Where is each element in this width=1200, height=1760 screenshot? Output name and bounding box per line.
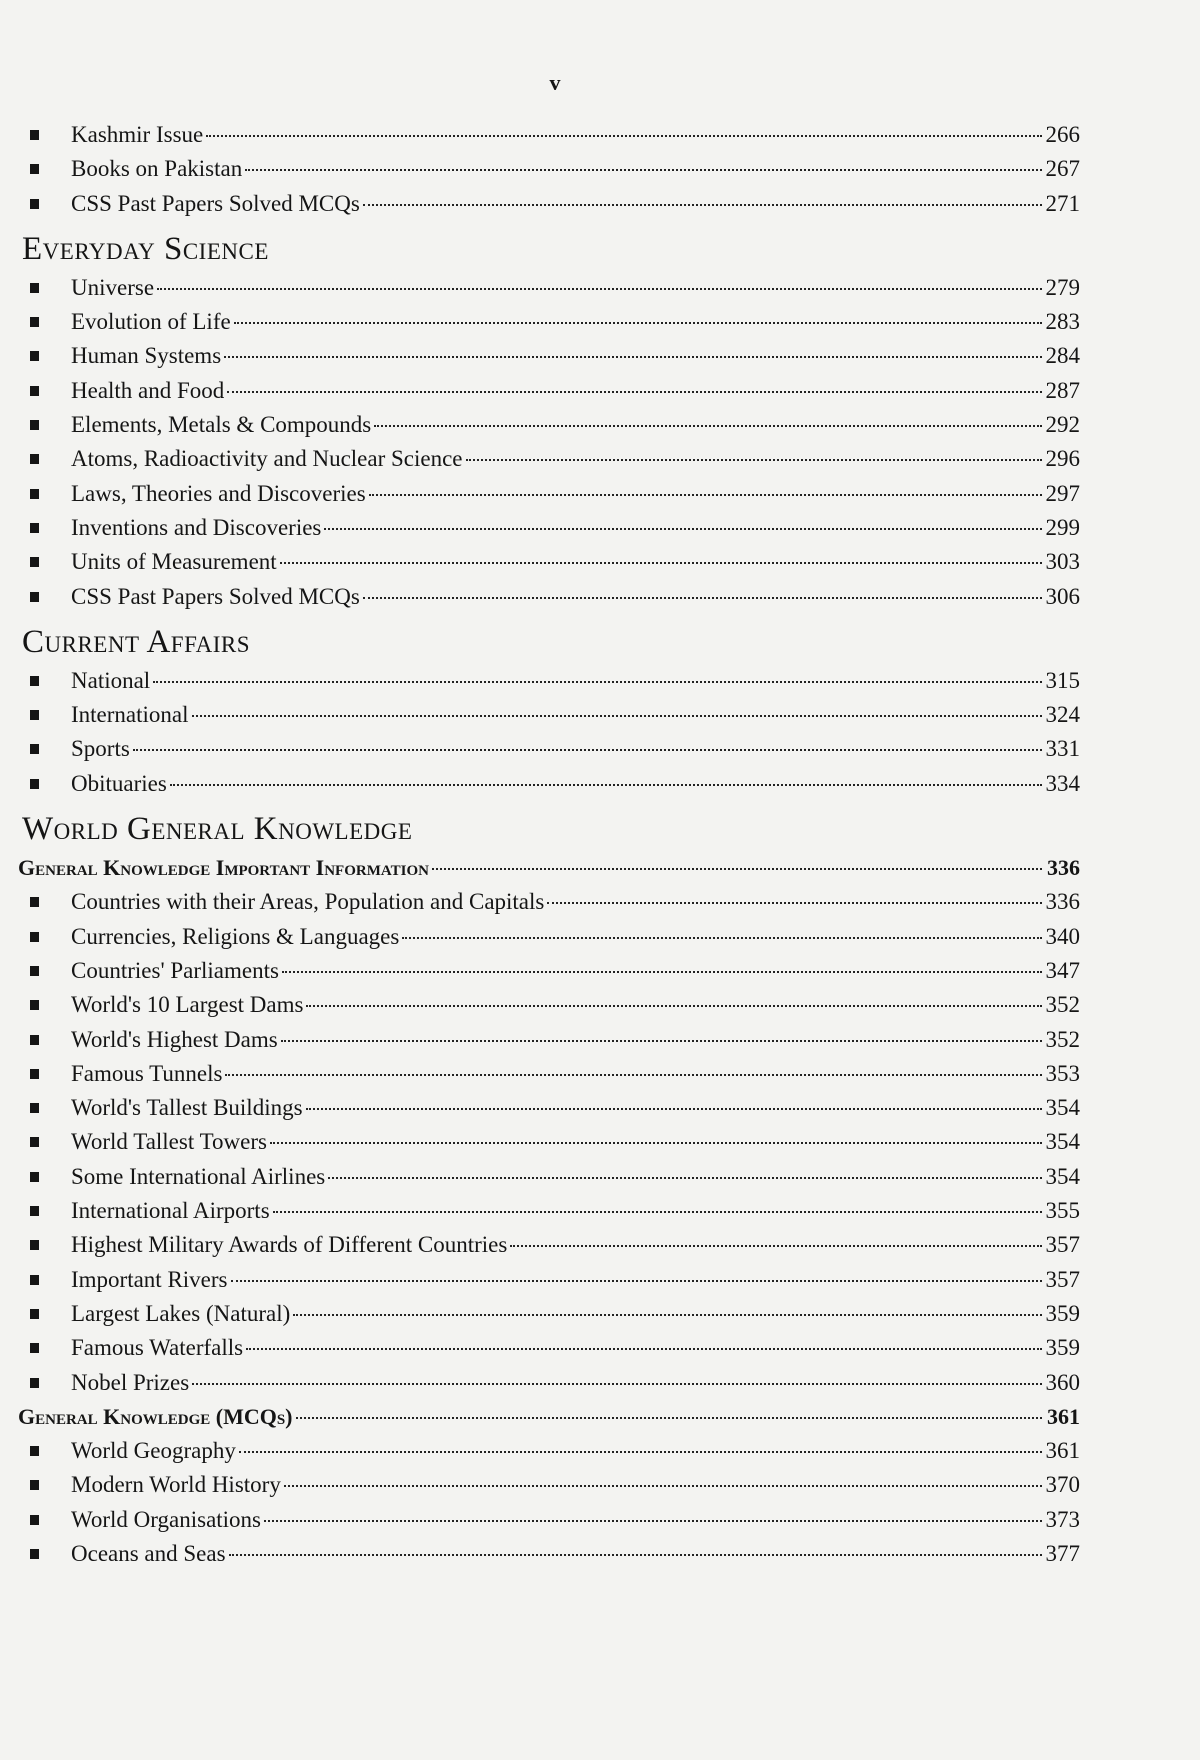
section-heading: Current Affairs [22,623,251,660]
square-bullet-icon [30,199,39,209]
dot-leader [280,561,1042,564]
dot-leader [328,1176,1042,1179]
dot-leader [133,748,1042,751]
dot-leader [224,355,1042,358]
entry-title: Evolution of Life [71,309,231,335]
toc-entry[interactable] [18,1297,1080,1331]
section-heading: World General Knowledge [22,811,413,848]
dot-leader [363,203,1042,206]
toc-entry[interactable] [18,1537,1080,1571]
entry-page-number: 360 [1045,1369,1080,1395]
entry-page-number: 354 [1045,1129,1080,1155]
toc-entry[interactable] [18,511,1080,545]
dot-leader [231,1279,1043,1282]
toc-entry[interactable] [18,1194,1080,1228]
subsection-entry[interactable] [18,1400,1080,1434]
entry-page-number: 377 [1045,1540,1080,1566]
subsection-entry[interactable] [18,851,1080,885]
square-bullet-icon [30,966,39,976]
entry-page-number: 357 [1045,1266,1080,1292]
entry-page-number: 355 [1045,1198,1080,1224]
toc-entry[interactable] [18,545,1080,579]
entry-page-number: 370 [1045,1472,1080,1498]
dot-leader [206,134,1042,137]
toc-entry[interactable] [18,1228,1080,1262]
entry-title: Laws, Theories and Discoveries [71,480,366,506]
toc-entry[interactable] [18,339,1080,373]
toc-entry[interactable] [18,1366,1080,1400]
toc-entry[interactable] [18,1503,1080,1537]
toc-entry[interactable] [18,1091,1080,1125]
entry-page-number: 279 [1045,274,1080,300]
dot-leader [402,936,1042,939]
entry-title: Famous Waterfalls [71,1335,244,1361]
square-bullet-icon [30,1275,39,1285]
square-bullet-icon [30,557,39,567]
square-bullet-icon [30,1103,39,1113]
entry-title: World Geography [71,1438,236,1464]
toc-entry[interactable] [18,1468,1080,1502]
entry-title: General Knowledge (MCQs) [18,1403,293,1429]
entry-title: CSS Past Papers Solved MCQs [71,190,360,216]
entry-page-number: 331 [1045,736,1080,762]
dot-leader [369,493,1042,496]
square-bullet-icon [30,317,39,327]
entry-page-number: 287 [1045,377,1080,403]
entry-page-number: 347 [1045,957,1080,983]
dot-leader [270,1141,1042,1144]
entry-page-number: 352 [1045,992,1080,1018]
entry-title: International Airports [71,1198,270,1224]
square-bullet-icon [30,592,39,602]
dot-leader [293,1313,1042,1316]
toc-entry[interactable] [18,698,1080,732]
entry-page-number: 267 [1045,156,1080,182]
entry-page-number: 296 [1045,446,1080,472]
square-bullet-icon [30,1378,39,1388]
entry-title: Books on Pakistan [71,156,243,182]
toc-entry[interactable] [18,408,1080,442]
entry-page-number: 283 [1045,309,1080,335]
toc-entry[interactable] [18,305,1080,339]
toc-entry[interactable] [18,374,1080,408]
entry-title: Famous Tunnels [71,1060,223,1086]
dot-leader [296,1416,1042,1419]
entry-page-number: 271 [1045,190,1080,216]
dot-leader [466,458,1042,461]
entry-title: Human Systems [71,343,222,369]
square-bullet-icon [30,1000,39,1010]
dot-leader [282,970,1042,973]
toc-entry[interactable] [18,732,1080,766]
square-bullet-icon [30,523,39,533]
entry-page-number: 299 [1045,514,1080,540]
square-bullet-icon [30,130,39,140]
square-bullet-icon [30,420,39,430]
entry-page-number: 357 [1045,1232,1080,1258]
entry-title: Inventions and Discoveries [71,514,322,540]
square-bullet-icon [30,1515,39,1525]
square-bullet-icon [30,351,39,361]
square-bullet-icon [30,744,39,754]
entry-title: Universe [71,274,155,300]
square-bullet-icon [30,1480,39,1490]
entry-page-number: 284 [1045,343,1080,369]
entry-page-number: 361 [1047,1403,1080,1429]
dot-leader [306,1107,1042,1110]
dot-leader [306,1004,1042,1007]
toc-entry[interactable] [18,1125,1080,1159]
entry-title: World's Tallest Buildings [71,1095,303,1121]
dot-leader [284,1484,1042,1487]
entry-title: Important Rivers [71,1266,228,1292]
square-bullet-icon [30,1206,39,1216]
square-bullet-icon [30,710,39,720]
entry-title: Currencies, Religions & Languages [71,923,400,949]
entry-title: National [71,667,151,693]
toc-entry[interactable] [18,1057,1080,1091]
entry-page-number: 266 [1045,122,1080,147]
dot-leader [157,287,1042,290]
entry-page-number: 292 [1045,412,1080,438]
square-bullet-icon [30,676,39,686]
dot-leader [264,1519,1042,1522]
entry-title: World Tallest Towers [71,1129,267,1155]
dot-leader [192,714,1042,717]
entry-page-number: 303 [1045,549,1080,575]
toc-entry[interactable] [18,1331,1080,1365]
square-bullet-icon [30,164,39,174]
entry-title: General Knowledge Important Information [18,855,429,881]
dot-leader [234,321,1042,324]
entry-title: World Organisations [71,1506,262,1532]
square-bullet-icon [30,1137,39,1147]
entry-title: Modern World History [71,1472,281,1498]
toc-entry[interactable] [18,954,1080,988]
toc-entry[interactable] [18,1023,1080,1057]
entry-title: Sports [71,736,130,762]
entry-title: Kashmir Issue [71,122,204,147]
toc-entry[interactable] [18,1434,1080,1468]
entry-page-number: 324 [1045,702,1080,728]
toc-entry[interactable] [18,988,1080,1022]
toc-entry[interactable] [18,477,1080,511]
dot-leader [227,390,1042,393]
entry-title: Elements, Metals & Compounds [71,412,372,438]
entry-page-number: 336 [1047,855,1080,881]
dot-leader [324,527,1042,530]
entry-title: Atoms, Radioactivity and Nuclear Science [71,446,463,472]
toc-entry[interactable] [18,885,1080,919]
entry-title: Largest Lakes (Natural) [71,1300,291,1326]
toc-entry[interactable] [18,1263,1080,1297]
dot-leader [374,424,1042,427]
entry-title: Countries with their Areas, Population and Capitals [71,889,545,915]
entry-page-number: 373 [1045,1506,1080,1532]
square-bullet-icon [30,1035,39,1045]
entry-title: Health and Food [71,377,225,403]
entry-page-number: 336 [1045,889,1080,915]
square-bullet-icon [30,1172,39,1182]
dot-leader [170,783,1042,786]
dot-leader [281,1039,1042,1042]
toc-entry[interactable] [18,664,1080,698]
square-bullet-icon [30,489,39,499]
toc-entry[interactable] [18,767,1080,801]
entry-title: Units of Measurement [71,549,277,575]
table-of-contents [18,118,1080,1571]
toc-entry[interactable] [18,920,1080,954]
section-heading: Everyday Science [22,230,269,267]
dot-leader [432,867,1042,870]
square-bullet-icon [30,897,39,907]
entry-page-number: 353 [1045,1060,1080,1086]
dot-leader [192,1382,1042,1385]
toc-entry[interactable] [18,152,1080,186]
entry-title: Oceans and Seas [71,1540,226,1566]
toc-entry[interactable] [18,118,1080,152]
toc-entry[interactable] [18,442,1080,476]
dot-leader [239,1450,1042,1453]
entry-page-number: 352 [1045,1026,1080,1052]
square-bullet-icon [30,1309,39,1319]
dot-leader [246,1347,1042,1350]
toc-entry[interactable] [18,271,1080,305]
toc-entry[interactable] [18,580,1080,614]
entry-title: Nobel Prizes [71,1369,190,1395]
square-bullet-icon [30,779,39,789]
dot-leader [273,1210,1042,1213]
dot-leader [245,168,1042,171]
page-number-marker: v [549,70,561,95]
entry-title: Obituaries [71,770,167,796]
square-bullet-icon [30,386,39,396]
entry-page-number: 359 [1045,1335,1080,1361]
square-bullet-icon [30,1343,39,1353]
entry-title: Some International Airlines [71,1163,326,1189]
entry-title: International [71,702,189,728]
entry-page-number: 354 [1045,1163,1080,1189]
entry-title: Countries' Parliaments [71,957,279,983]
square-bullet-icon [30,932,39,942]
dot-leader [510,1244,1042,1247]
dot-leader [153,680,1042,683]
entry-page-number: 340 [1045,923,1080,949]
square-bullet-icon [30,1240,39,1250]
entry-page-number: 359 [1045,1300,1080,1326]
square-bullet-icon [30,1069,39,1079]
entry-page-number: 354 [1045,1095,1080,1121]
square-bullet-icon [30,454,39,464]
entry-page-number: 315 [1045,667,1080,693]
entry-title: Highest Military Awards of Different Countries [71,1232,508,1258]
entry-title: World's 10 Largest Dams [71,992,304,1018]
entry-title: CSS Past Papers Solved MCQs [71,583,360,609]
entry-title: World's Highest Dams [71,1026,278,1052]
square-bullet-icon [30,283,39,293]
square-bullet-icon [30,1446,39,1456]
dot-leader [363,596,1042,599]
square-bullet-icon [30,1549,39,1559]
toc-entry[interactable] [18,1160,1080,1194]
entry-page-number: 361 [1045,1438,1080,1464]
dot-leader [547,901,1042,904]
entry-page-number: 306 [1045,583,1080,609]
entry-page-number: 297 [1045,480,1080,506]
dot-leader [229,1553,1042,1556]
toc-entry[interactable] [18,187,1080,221]
entry-page-number: 334 [1045,770,1080,796]
dot-leader [225,1073,1042,1076]
